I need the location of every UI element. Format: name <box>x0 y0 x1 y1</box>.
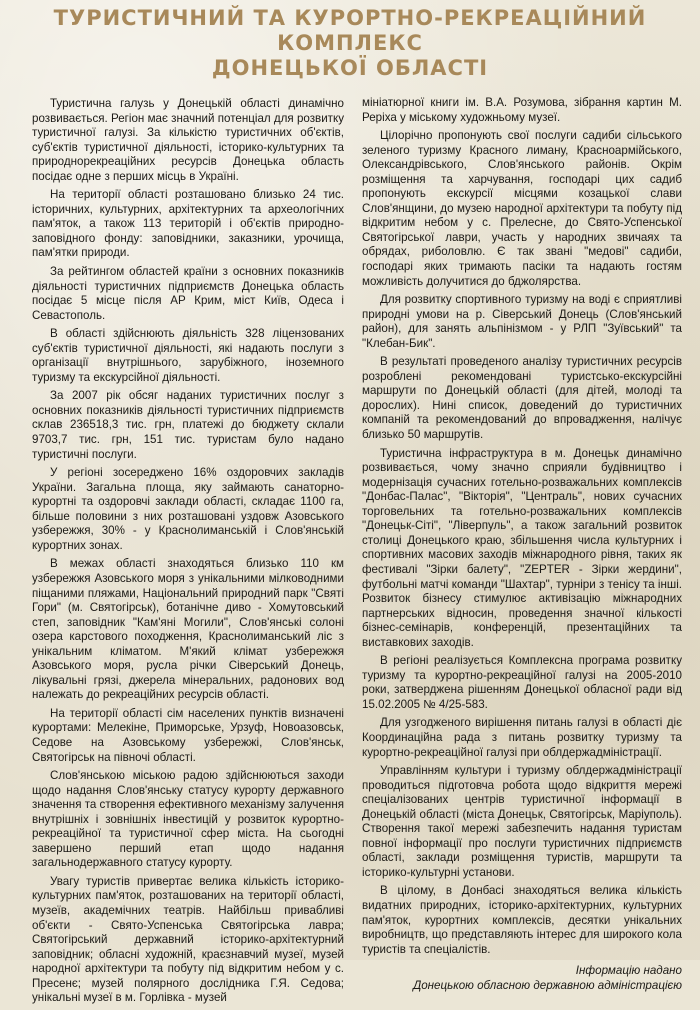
article-column-right <box>362 96 682 993</box>
paragraph: Управлінням культури і туризму облдержадміністрації проводиться підготовча робота щодо відкриття мережі спеціалізованих центрів туристичної інформації в Донецькій області (міста Донецьк, Святогірськ, Маріуполь). Створення такої мережі забезпечить надання туристам повної інформації про послуги туристичних підприємств області, заклади розміщення туристів, маршрути та історико-культурні установи. <box>362 764 682 879</box>
paragraph: Для узгодженого вирішення питань галузі в області діє Координаційна рада з питань розвитку туризму та курортно-рекреаційної галузі при облдержадміністрації. <box>362 716 682 759</box>
paragraph: Туристична галузь у Донецькій області динамічно розвивається. Регіон має значний потенціал для розвитку туристичної галузі. За кількістю туристичних об'єктів, суб'єктів туристичної діяльності, історико-культурних та природнорекреаційних ресурсів Донецька область посідає одне з перших місць в Україні. <box>32 97 344 183</box>
credit-line-2: Донецькою обласною державною адміністрацією <box>413 979 682 993</box>
paragraph: За 2007 рік обсяг наданих туристичних послуг з основних показників діяльності туристичних підприємств склав 236518,3 тис. грн, платежі до бюджету склали 9703,7 тис. грн, 151 тис. туристам було надано туристичні послуги. <box>32 389 344 461</box>
page-title: ТУРИСТИЧНИЙ ТА КУРОРТНО-РЕКРЕАЦІЙНИЙ КОМПЛЕКС <box>53 6 647 55</box>
paragraph: В цілому, в Донбасі знаходяться велика кількість видатних природних, історико-архітектурних, культурних пам'яток, курортних комплексів, десятки унікальних виробництв, що представляють інтерес для широкого кола туристів та спеціалістів. <box>362 884 682 956</box>
paragraph: Цілорічно пропонують свої послуги садиби сільського зеленого туризму Красного лиману, Красноармійського, Олександрівського, Слов'янського районів. Окрім розміщення та харчування, господарі цих садиб пропонують екскурсії місцями козацької слави Слов'янщини, до музею народної архітектури та побуту під відкритим небом у с. Прелесне, до Свято-Успенської Святогірської лаври, участь у народних звичаях та обрядах, риболовлю. Є так звані "медові" садиби, господарі яких тримають пасіки та надають гостям можливість долучитися до бджолярства. <box>362 129 682 288</box>
paragraph: У регіоні зосереджено 16% оздоровчих закладів України. Загальна площа, яку займають санаторно-курортні та оздоровчі заклади області, складає 1100 га, більше половини з них розташовані уздовж Азовського узбережжя, 30% - у Краснолиманській і Слов'янській курортних зонах. <box>32 466 344 552</box>
paragraph-continuation: мініатюрної книги ім. В.А. Розумова, зібрання картин М. Реріха у міському художньому музеї. <box>362 96 682 124</box>
paragraph: Слов'янською міською радою здійснюються заходи щодо надання Слов'янську статусу курорту державного значення та створення ефективного механізму залучення внутрішніх і зовнішніх інвестицій у розвиток курортно-рекреаційної та туристичної сфер міста. На сьогодні завершено перший етап щодо надання загальнодержавного статусу курорту. <box>32 769 345 870</box>
paragraph: В результаті проведеного аналізу туристичних ресурсів розроблені рекомендовані туристсько-екскурсійні маршрути по Донецькій області (для дітей, молоді та дорослих). Нині список, доведений до туристичних компаній та рекомендований до впровадження, налічує близько 50 маршрутів. <box>362 355 682 442</box>
paragraph: В регіоні реалізується Комплексна програма розвитку туризму та курортно-рекреаційної галузі на 2005-2010 роки, затверджена рішенням Донецької обласної ради від 15.02.2005 № 4/25-583. <box>362 654 682 711</box>
article-header <box>0 0 700 80</box>
paragraph: На території області сім населених пунктів визначені курортами: Мелекіне, Приморське, Урзуф, Новоазовськ, Седове на Азовському узбережжі, Слов'янськ, Святогірськ на півночі області. <box>32 706 344 764</box>
article-column-left <box>32 97 344 1010</box>
paragraph: В області здійснюють діяльність 328 ліцензованих суб'єктів туристичної діяльності, які надають послуги з організації внутрішнього, зарубіжного, іноземного туризму та екскурсійної діяльності. <box>32 327 344 384</box>
page-title-line-2: ДОНЕЦЬКОЇ ОБЛАСТІ <box>211 56 489 80</box>
source-credit <box>362 963 682 993</box>
paragraph: Увагу туристів привертає велика кількість історико-культурних пам'яток, розташованих на території області, музеїв, академічних театрів. Найбільш привабливі об'єкти - Свято-Успенська Святогірська лавра; Святогірський державний історико-архітектурний заповідник; обласні художній, краєзнавчий музеї, музей народної архітектури та побуту під відкритим небом у с. Пресенє; музей полярного дослідника Г.Я. Седова; унікальні музеї в м. Горлівка - музей <box>32 874 344 1005</box>
credit-line-1: Інформацію надано <box>575 964 682 978</box>
paragraph: На території області розташовано близько 24 тис. історичних, культурних, архітектурних та археологічних пам'яток, а також 113 територій і об'єктів природно-заповідного фонду: заповідники, заказники, урочища, пам'ятки природи. <box>32 188 344 260</box>
paragraph: Туристична інфраструктура в м. Донецьк динамічно розвивається, чому значно сприяли будівництво і модернізація сучасних готельно-розважальних комплексів "Донбас-Палас", "Вікторія", "Централь", нових сучасних торговельних та готельно-розважальних комплексів "Донецьк-Сіті", "Ліверпуль", а також загальний розвиток столиці Донецького краю, збільшення числа культурних і спортивних масових заходів міжнародного рівня, таких як фестивалі "Зірки балету", "ZEPTER - Зірки жердини", футбольні матчі команди "Шахтар", турніри з тенісу та інші. Розвиток бізнесу стимулює активізацію міжнародних партнерських відносин, проведення значної кількості бізнес-семінарів, конференцій, презентаційних та виставкових заходів. <box>362 446 682 649</box>
paragraph: Для розвитку спортивного туризму на воді є сприятливі природні умови на р. Сіверський Донець (Слов'янський район), для занять альпінізмом - у РЛП "Зуївський" та "Клебан-Бик". <box>362 293 682 350</box>
paragraph: За рейтингом областей країни з основних показників діяльності туристичних підприємств Донецька область посідає 5 місце після АР Крим, міст Київ, Одеса і Севастополь. <box>32 265 344 322</box>
paragraph: В межах області знаходяться близько 110 км узбережжя Азовського моря з унікальними мілководними піщаними пляжами, Національний природний парк "Святі Гори" (м. Святогірськ), ботанічне диво - Хомутовський степ, заповідник "Кам'яні Могили", Слов'янські солоні озера карстового походження, Краснолиманський ліс з унікальним кліматом. М'який клімат узбережжя Азовського моря, русла річки Сіверський Донець, лікувальні грязі, джерела мінеральних, радонових вод належать до рекреаційних ресурсів області. <box>32 557 344 702</box>
